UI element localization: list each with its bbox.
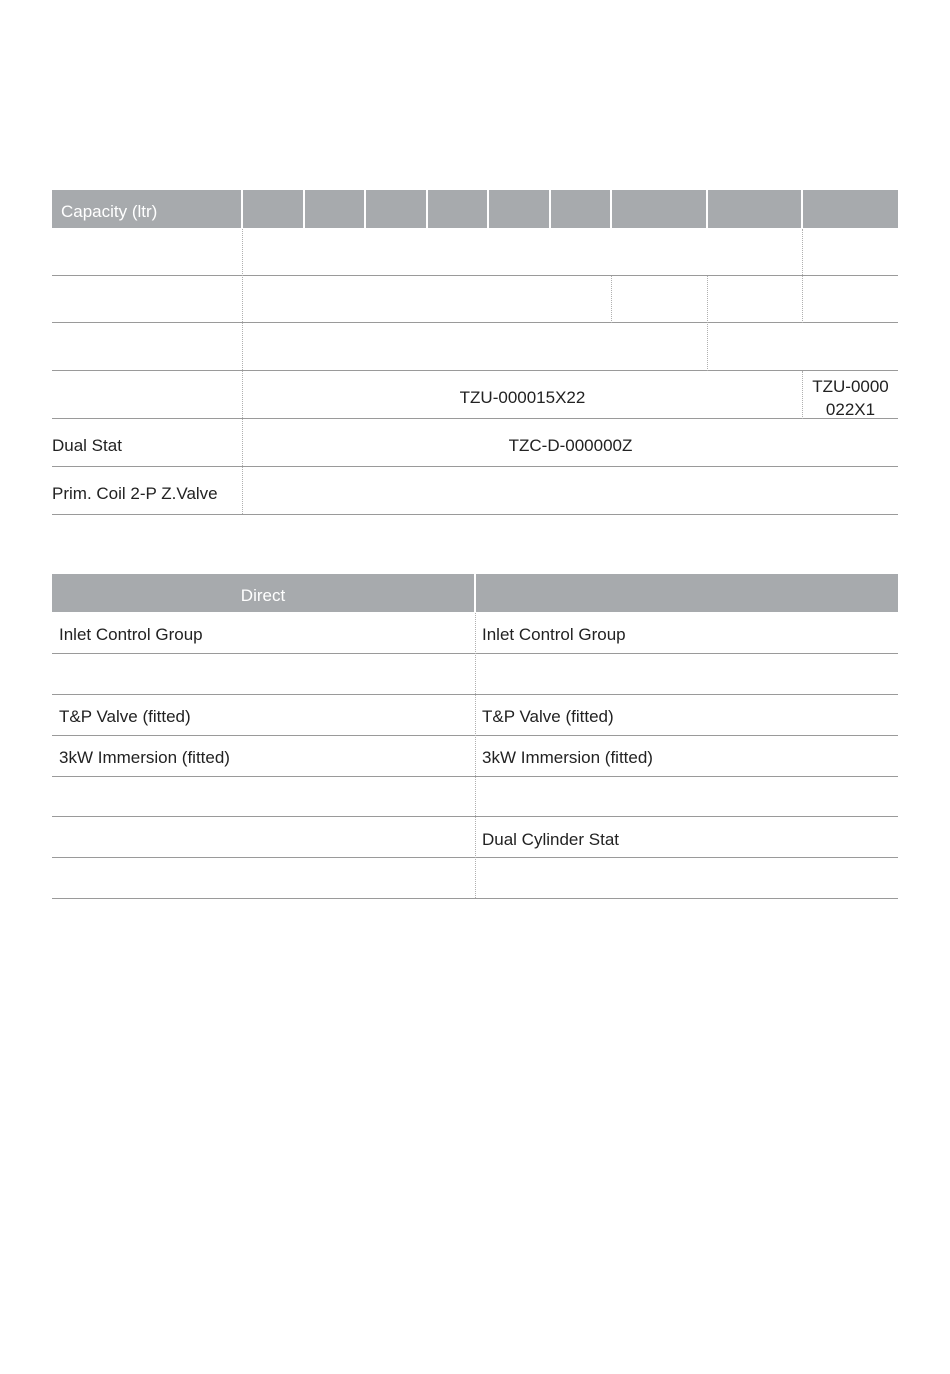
tzu-code-last-line1: TZU-0000	[812, 377, 889, 396]
row-label-dual-stat: Dual Stat	[52, 436, 122, 455]
feature-cell: Inlet Control Group	[482, 625, 626, 644]
feature-cell: T&P Valve (fitted)	[482, 707, 614, 726]
feature-cell: T&P Valve (fitted)	[59, 707, 191, 726]
feature-cell: 3kW Immersion (fitted)	[59, 748, 230, 767]
capacity-header-label: Capacity (ltr)	[61, 202, 158, 221]
tzu-code-last-line2: 022X1	[825, 400, 876, 419]
feature-cell: Inlet Control Group	[59, 625, 203, 644]
feature-cell: 3kW Immersion (fitted)	[482, 748, 653, 767]
row-label-prim-coil: Prim. Coil 2-P Z.Valve	[52, 484, 218, 503]
tzu-code-main: TZU-000015X22	[459, 388, 586, 407]
spec-table-header	[52, 190, 898, 228]
dual-stat-code: TZC-D-000000Z	[508, 436, 633, 455]
feature-cell: Dual Cylinder Stat	[482, 830, 620, 849]
column-header-direct: Direct	[240, 586, 286, 605]
